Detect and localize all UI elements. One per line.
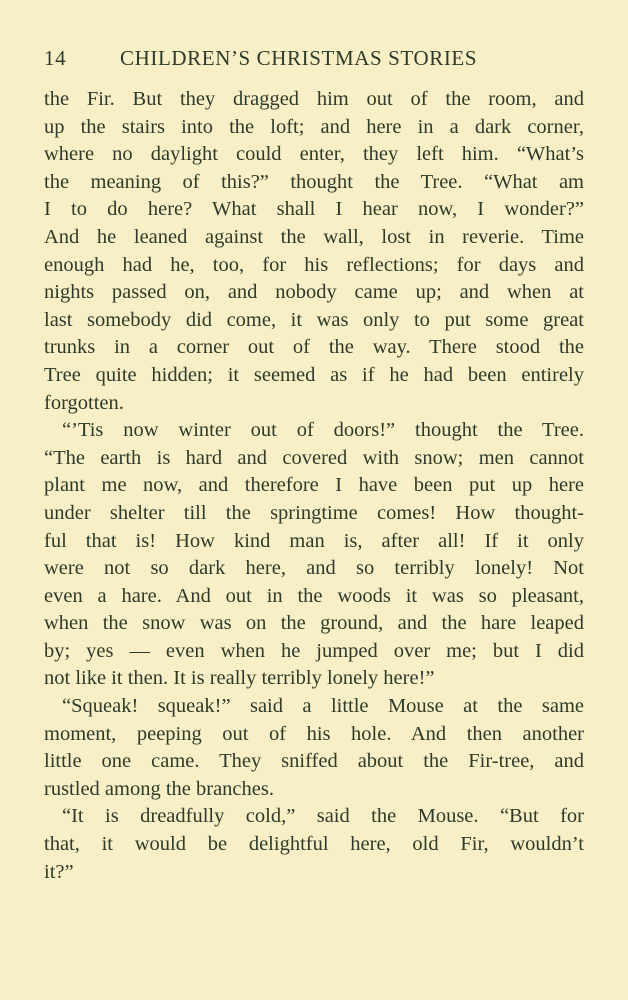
text-line: up the stairs into the loft; and here in a dark corner, bbox=[44, 115, 584, 138]
text-line: it?” bbox=[44, 860, 74, 883]
text-line: rustled among the branches. bbox=[44, 777, 274, 800]
text-line: And he leaned against the wall, lost in reverie. Time bbox=[44, 225, 584, 248]
text-line: “The earth is hard and covered with snow; men cannot bbox=[44, 446, 584, 469]
text-line: not like it then. It is really terribly lonely here!” bbox=[44, 667, 435, 690]
text-line: moment, peeping out of his hole. And then another bbox=[44, 722, 584, 745]
text-line: by; yes — even when he jumped over me; but I did bbox=[44, 639, 584, 662]
running-head bbox=[44, 46, 574, 76]
text-line: enough had he, too, for his reflections; for days and bbox=[44, 253, 584, 276]
text-line: “Squeak! squeak!” said a little Mouse at the same bbox=[62, 695, 584, 718]
text-line: little one came. They sniffed about the Fir-tree, and bbox=[44, 750, 584, 773]
body-text bbox=[44, 86, 584, 886]
text-line: I to do here? What shall I hear now, I wonder?” bbox=[44, 198, 584, 221]
text-line: Tree quite hidden; it seemed as if he had been entirely bbox=[44, 363, 584, 386]
text-line: where no daylight could enter, they left him. “What’s bbox=[44, 143, 584, 166]
text-line: were not so dark here, and so terribly lonely! Not bbox=[44, 557, 584, 580]
text-line: “’Tis now winter out of doors!” thought the Tree. bbox=[62, 419, 584, 442]
text-line: nights passed on, and nobody came up; and when at bbox=[44, 281, 584, 304]
text-line: under shelter till the springtime comes! How thought- bbox=[44, 501, 584, 524]
text-line: the Fir. But they dragged him out of the room, and bbox=[44, 88, 584, 110]
text-line: ful that is! How kind man is, after all! If it only bbox=[44, 529, 584, 552]
text-line: even a hare. And out in the woods it was so pleasant, bbox=[44, 584, 584, 607]
text-line: forgotten. bbox=[44, 391, 124, 414]
running-title: CHILDREN’S CHRISTMAS STORIES bbox=[120, 46, 478, 70]
text-line: last somebody did come, it was only to put some great bbox=[44, 308, 584, 331]
text-line: when the snow was on the ground, and the hare leaped bbox=[44, 612, 584, 635]
text-line: that, it would be delightful here, old Fir, wouldn’t bbox=[44, 833, 584, 856]
text-line: trunks in a corner out of the way. There stood the bbox=[44, 336, 584, 359]
text-line: plant me now, and therefore I have been put up here bbox=[44, 474, 584, 497]
text-line: the meaning of this?” thought the Tree. “What am bbox=[44, 170, 584, 193]
page-number: 14 bbox=[44, 46, 67, 70]
text-line: “It is dreadfully cold,” said the Mouse. “But for bbox=[62, 805, 584, 828]
